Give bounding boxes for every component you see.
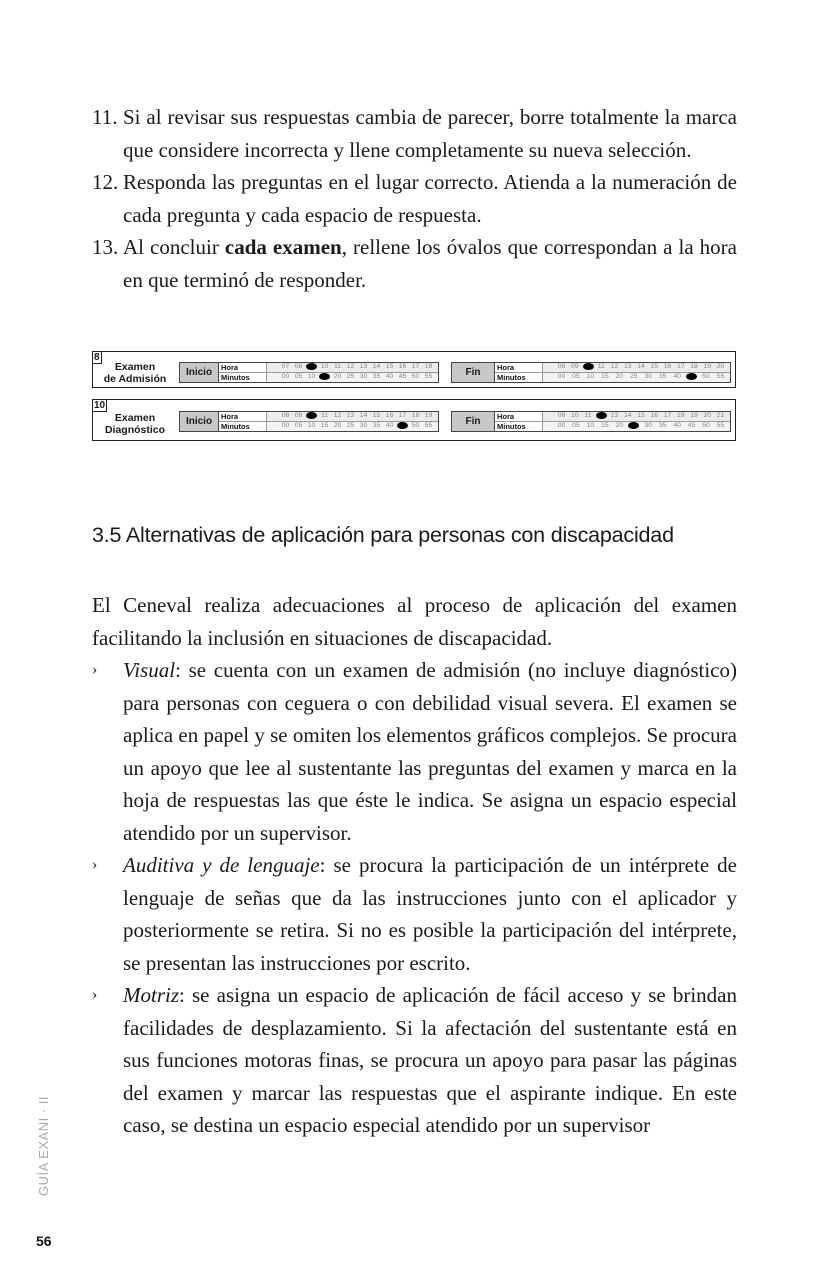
oval-option: 35 — [372, 422, 381, 429]
end-time-grid — [451, 362, 731, 383]
instruction-item-13 — [92, 231, 737, 296]
section-intro: El Ceneval realiza adecuaciones al proceso de aplicación del examen facilitando la inclusión en situaciones de discapacidad. — [92, 593, 737, 650]
oval-option: 05 — [294, 422, 303, 429]
oval-option: 08 — [281, 412, 290, 419]
oval-option: 19 — [690, 412, 698, 419]
hora-row — [219, 363, 438, 372]
oval-option: 10 — [586, 422, 595, 429]
oval-option: 19 — [703, 363, 712, 370]
oval-option: 15 — [320, 422, 329, 429]
hora-label: Hora — [495, 363, 543, 372]
grid-head-label: Inicio — [180, 363, 219, 382]
oval-option: 09 — [557, 412, 566, 419]
oval-option: 08 — [294, 363, 303, 370]
oval-option: 21 — [716, 412, 725, 419]
instruction-item-11 — [92, 101, 737, 166]
oval-option: 17 — [676, 363, 685, 370]
oval-option: 30 — [644, 373, 652, 380]
oval-option: 17 — [411, 363, 420, 370]
oval-option: 10 — [570, 412, 579, 419]
oval-option: 40 — [385, 373, 394, 380]
bullet-marker: › — [92, 856, 98, 873]
oval-option: 13 — [346, 412, 355, 419]
oval-option: 17 — [663, 412, 672, 419]
item-text: Si al revisar sus respuestas cambia de parecer, borre totalmente la marca que considere incorrecta y llene completamente su nueva selección. — [123, 105, 737, 162]
oval-option: 50 — [411, 422, 420, 429]
oval-option: 40 — [673, 373, 681, 380]
oval-option: 50 — [702, 422, 710, 429]
oval-option: 05 — [572, 422, 580, 429]
bullet-marker: › — [92, 986, 98, 1003]
item-number: 13. — [92, 235, 119, 259]
oval-option: 55 — [424, 422, 433, 429]
filled-oval — [305, 412, 318, 421]
oval-option: 30 — [644, 422, 652, 429]
section-heading: 3.5 Alternativas de aplicación para personas con discapacidad — [92, 523, 674, 547]
bullet-motriz — [92, 979, 737, 1142]
minutos-row — [495, 421, 730, 431]
minutos-label: Minutos — [495, 373, 543, 382]
hora-label: Hora — [219, 363, 267, 372]
bullet-auditiva — [92, 849, 737, 979]
oval-option: 10 — [586, 373, 595, 380]
oval-option: 12 — [333, 412, 342, 419]
item-number: 12. — [92, 170, 119, 194]
grid-head-label: Fin — [452, 412, 495, 431]
oval-option: 35 — [372, 373, 381, 380]
oval-option: 40 — [385, 422, 394, 429]
item-number: 11. — [92, 105, 118, 129]
oval-option: 30 — [359, 422, 368, 429]
oval-option: 16 — [385, 412, 394, 419]
form-examen-admision — [92, 351, 736, 388]
grid-head-label: Inicio — [180, 412, 219, 431]
bullet-text: Visual: se cuenta con un examen de admisión (no incluye diagnóstico) para personas con ceguera o con debilidad visual severa. El examen se aplica en papel y se omiten los elementos gráficos complejos. Se procura un apoyo que lee al sustentante las preguntas del examen y marca en la hoja de respuestas las que éste le indica. Se asigna un espacio especial atendido por un supervisor. — [123, 658, 737, 845]
oval-option: 15 — [372, 412, 381, 419]
oval-option: 11 — [584, 412, 592, 419]
oval-option: 15 — [637, 412, 645, 419]
oval-option: 10 — [307, 373, 316, 380]
oval-option: 45 — [687, 422, 696, 429]
form-examen-diagnostico — [92, 399, 736, 441]
item-text: Responda las preguntas en el lugar correcto. Atienda a la numeración de cada pregunta y cada espacio de respuesta. — [123, 170, 737, 227]
form-label: Examen de Admisión — [103, 361, 167, 385]
oval-option: 00 — [281, 373, 290, 380]
minutos-row — [219, 372, 438, 382]
oval-option: 00 — [281, 422, 290, 429]
oval-option: 14 — [637, 363, 645, 370]
section-tag: 8 — [94, 352, 100, 363]
minutos-label: Minutos — [219, 373, 267, 382]
oval-option: 18 — [411, 412, 420, 419]
minutos-row — [219, 421, 438, 431]
hora-label: Hora — [495, 412, 543, 421]
item-text: Al concluir cada examen, rellene los óvalos que correspondan a la hora en que terminó de responder. — [123, 235, 737, 292]
filled-oval — [305, 363, 318, 372]
oval-option: 11 — [333, 363, 342, 370]
running-title: GUÍA EXANI · II — [36, 1096, 51, 1196]
oval-option: 25 — [346, 373, 355, 380]
bullet-text: Auditiva y de lenguaje: se procura la participación de un intérprete de lenguaje de señas que da las instrucciones junto con el aplicador y posteriormente se retira. Si no es posible la participación del intérprete, se presentan las instrucciones por escrito. — [123, 853, 737, 975]
oval-option: 55 — [424, 373, 433, 380]
start-time-grid — [179, 411, 439, 432]
minutos-label: Minutos — [495, 422, 543, 431]
hora-row — [219, 412, 438, 421]
oval-option: 16 — [663, 363, 672, 370]
oval-option: 18 — [690, 363, 698, 370]
oval-option: 45 — [398, 373, 407, 380]
oval-option: 10 — [320, 363, 329, 370]
oval-option: 07 — [281, 363, 290, 370]
oval-option: 30 — [359, 373, 368, 380]
oval-option: 20 — [333, 422, 342, 429]
oval-option: 20 — [615, 373, 624, 380]
oval-option: 20 — [716, 363, 725, 370]
emphasis: cada examen — [224, 235, 342, 259]
instruction-item-12 — [92, 166, 737, 231]
oval-option: 18 — [424, 363, 433, 370]
oval-option: 14 — [623, 412, 632, 419]
filled-oval — [685, 373, 698, 382]
filled-oval — [396, 422, 409, 431]
oval-option: 50 — [702, 373, 710, 380]
oval-option: 15 — [601, 422, 609, 429]
minutos-label: Minutos — [219, 422, 267, 431]
oval-option: 11 — [320, 412, 329, 419]
oval-option: 09 — [570, 363, 579, 370]
form-label: Examen Diagnóstico — [104, 412, 166, 436]
oval-option: 16 — [650, 412, 659, 419]
bullet-marker: › — [92, 661, 98, 678]
bullet-text: Motriz: se asigna un espacio de aplicación de fácil acceso y se brindan facilidades de desplazamiento. Si la afectación del sustentante está en sus funciones motoras finas, se procura un apoyo para pasar las páginas del examen y marcar las respuestas que el aspirante indique. En este caso, se destina un espacio especial atendido por un supervisor — [123, 983, 737, 1137]
oval-option: 13 — [623, 363, 632, 370]
oval-option: 10 — [307, 422, 316, 429]
oval-option: 11 — [597, 363, 605, 370]
oval-option: 15 — [385, 363, 394, 370]
oval-option: 00 — [557, 373, 566, 380]
oval-option: 05 — [294, 373, 303, 380]
instruction-list — [92, 101, 737, 296]
filled-oval — [582, 363, 595, 372]
oval-option: 13 — [610, 412, 619, 419]
hora-row — [495, 412, 730, 421]
oval-option: 50 — [411, 373, 420, 380]
oval-option: 08 — [557, 363, 566, 370]
grid-head-label: Fin — [452, 363, 495, 382]
oval-option: 14 — [372, 363, 381, 370]
oval-option: 55 — [716, 373, 725, 380]
oval-option: 20 — [333, 373, 342, 380]
oval-option: 20 — [703, 412, 712, 419]
hora-row — [495, 363, 730, 372]
oval-option: 05 — [572, 373, 580, 380]
page-number: 56 — [36, 1233, 52, 1249]
oval-option: 40 — [673, 422, 681, 429]
oval-option: 55 — [716, 422, 725, 429]
oval-option: 16 — [398, 363, 407, 370]
oval-option: 12 — [346, 363, 355, 370]
oval-option: 17 — [398, 412, 407, 419]
bullet-visual — [92, 654, 737, 849]
oval-option: 25 — [346, 422, 355, 429]
start-time-grid — [179, 362, 439, 383]
filled-oval — [318, 373, 331, 382]
oval-option: 19 — [424, 412, 433, 419]
oval-option: 13 — [359, 363, 368, 370]
oval-option: 25 — [629, 373, 638, 380]
accommodation-list — [92, 654, 737, 1142]
hora-label: Hora — [219, 412, 267, 421]
oval-option: 35 — [658, 422, 667, 429]
oval-option: 18 — [676, 412, 685, 419]
oval-option: 15 — [601, 373, 609, 380]
minutos-row — [495, 372, 730, 382]
oval-option: 09 — [294, 412, 303, 419]
oval-option: 35 — [658, 373, 667, 380]
end-time-grid — [451, 411, 731, 432]
filled-oval — [627, 422, 640, 431]
answer-sheet-time-examples — [92, 351, 736, 441]
oval-option: 12 — [610, 363, 619, 370]
oval-option: 15 — [650, 363, 659, 370]
section-tag: 10 — [94, 400, 106, 411]
oval-option: 00 — [557, 422, 566, 429]
filled-oval — [595, 412, 608, 421]
oval-option: 14 — [359, 412, 368, 419]
oval-option: 20 — [615, 422, 624, 429]
